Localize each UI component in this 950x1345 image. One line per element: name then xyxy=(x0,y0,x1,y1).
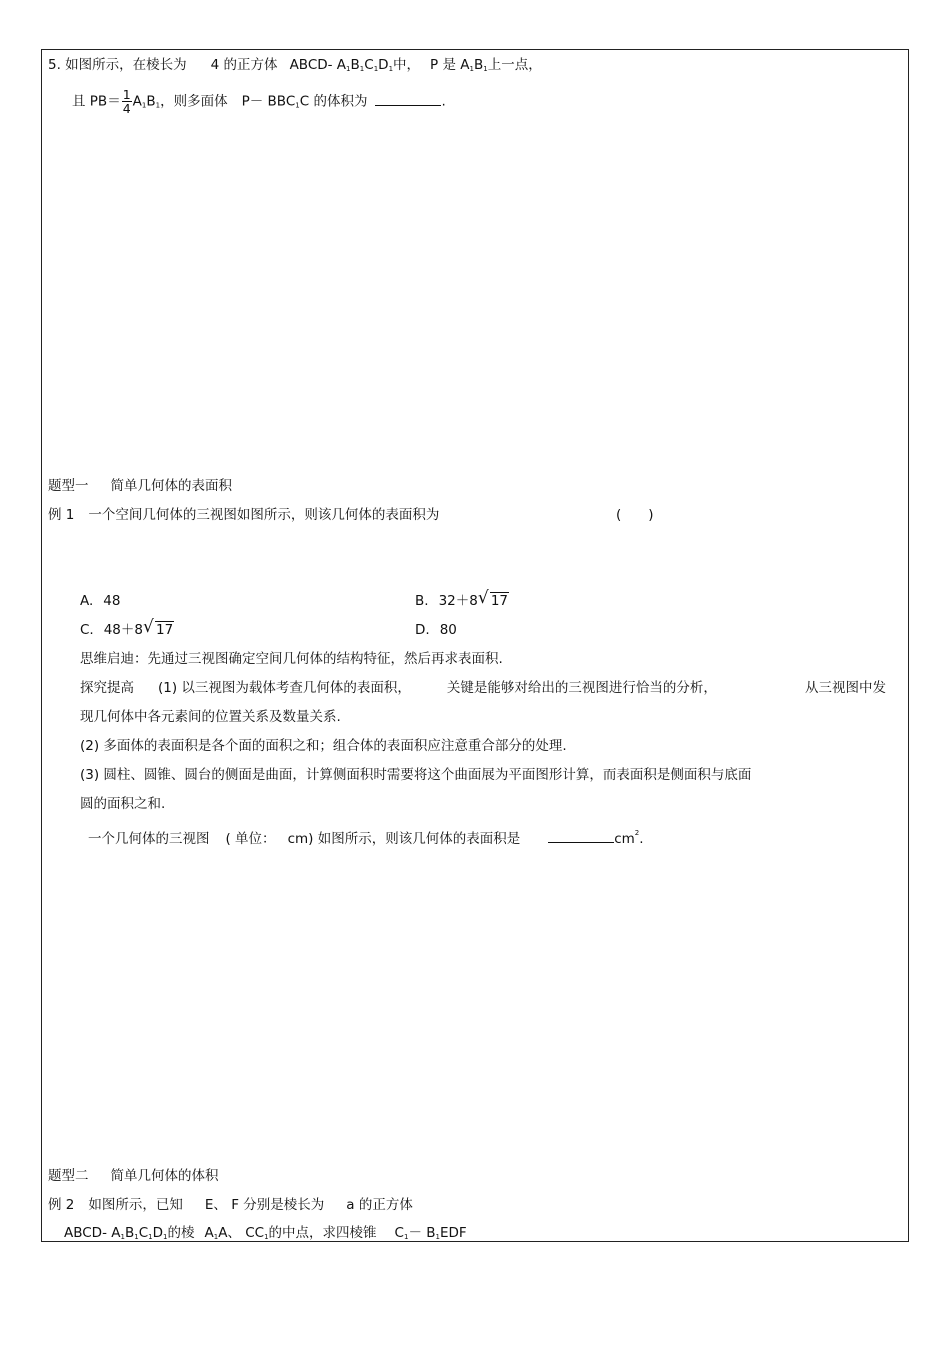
q5-text: B xyxy=(146,93,156,110)
example-text: － B xyxy=(408,1225,436,1241)
example-text: 的棱 xyxy=(167,1225,195,1241)
subscript: 1 xyxy=(120,1233,125,1241)
q5-line1 xyxy=(48,56,542,78)
section-title: 简单几何体的体积 xyxy=(110,1168,219,1184)
explore-text: 关键是能够对给出的三视图进行恰当的分析， xyxy=(446,680,717,696)
option-d xyxy=(415,621,457,639)
fraction xyxy=(122,88,132,115)
q5-text: 且 PB＝ xyxy=(72,93,121,110)
option-label: B. xyxy=(415,593,429,609)
hint: 思维启迪：先通过三视图确定空间几何体的结构特征，然后再求表面积. xyxy=(80,651,503,667)
fraction-denominator: 4 xyxy=(122,101,131,116)
practice-text: cm) 如图所示，则该几何体的表面积是 xyxy=(287,831,521,847)
example-text: 的中点，求四棱锥 xyxy=(268,1225,377,1241)
example-text: D xyxy=(152,1225,163,1241)
radical-sign: √ xyxy=(143,617,154,637)
option-label: C. xyxy=(80,622,94,638)
example-text: E、 F 分别是棱长为 xyxy=(204,1197,325,1213)
explore-continued: 现几何体中各元素间的位置关系及数量关系. xyxy=(80,709,341,725)
subscript: 1 xyxy=(264,1233,269,1241)
option-value: 32＋8 xyxy=(438,593,478,609)
q5-text: 上一点， xyxy=(487,57,542,73)
option-b xyxy=(415,588,509,610)
option-value: 48＋8 xyxy=(103,622,143,638)
subscript: 1 xyxy=(213,1233,219,1241)
sqrt xyxy=(477,588,509,610)
fraction-numerator: 1 xyxy=(122,87,131,102)
q5-text: B xyxy=(350,57,360,73)
example2-line2 xyxy=(64,1224,467,1246)
point-3-continued: 圆的面积之和. xyxy=(80,796,166,812)
option-a xyxy=(80,592,120,610)
superscript: 2 xyxy=(634,829,640,837)
example-text: 一个空间几何体的三视图如图所示，则该几何体的表面积为 xyxy=(88,507,440,523)
section-label: 题型一 xyxy=(48,478,89,494)
section-label: 题型二 xyxy=(48,1168,89,1184)
explore-text: 从三视图中发 xyxy=(805,680,886,696)
q5-line2 xyxy=(72,88,446,119)
answer-blank xyxy=(548,830,614,843)
explore-label: 探究提高 xyxy=(80,680,134,696)
q5-text: . xyxy=(441,93,446,110)
example-text: A xyxy=(204,1225,214,1241)
option-c xyxy=(80,617,174,639)
example-text: ABCD- A xyxy=(64,1225,121,1241)
subscript: 1 xyxy=(141,101,147,110)
type2-heading xyxy=(48,1167,219,1185)
explore-line xyxy=(80,679,717,697)
option-label: D. xyxy=(415,622,430,638)
subscript: 1 xyxy=(388,65,394,73)
q5-text: 5. 如图所示，在棱长为 xyxy=(48,57,187,73)
example-text: C xyxy=(138,1225,149,1241)
practice-text: . xyxy=(639,831,644,847)
subscript: 1 xyxy=(403,1233,409,1241)
subscript: 1 xyxy=(359,65,365,73)
sqrt xyxy=(143,617,174,639)
q5-text: B xyxy=(473,57,484,73)
example-text: B xyxy=(124,1225,135,1241)
page-frame xyxy=(41,49,909,1242)
example-text: 如图所示，已知 xyxy=(88,1197,183,1213)
option-value: 48 xyxy=(103,593,121,609)
q5-text: C 的体积为 xyxy=(299,93,368,110)
subscript: 1 xyxy=(373,65,379,73)
q5-text: C xyxy=(364,57,374,73)
practice-text: ( 单位： xyxy=(225,831,276,847)
option-value: 80 xyxy=(439,622,457,638)
q5-text: A xyxy=(132,93,142,110)
example-text: C xyxy=(394,1225,404,1241)
q5-text: 中， xyxy=(393,57,421,73)
example2 xyxy=(48,1196,413,1214)
point-2: (2) 多面体的表面积是各个面的面积之和；组合体的表面积应注意重合部分的处理. xyxy=(80,738,567,754)
q5-text: P－ BBC xyxy=(241,93,296,110)
example-label: 例 1 xyxy=(48,507,75,523)
q5-text: D xyxy=(378,57,389,73)
subscript: 1 xyxy=(163,1233,168,1241)
answer-blank xyxy=(375,93,441,106)
q5-text: ABCD- A xyxy=(289,57,347,73)
q5-text: P 是 A xyxy=(430,57,470,73)
point-3: (3) 圆柱、圆锥、圆台的侧面是曲面，计算侧面积时需要将这个曲面展为平面图形计算，而表面积是侧面积与底面 xyxy=(80,767,752,783)
subscript: 1 xyxy=(148,1233,153,1241)
radicand: 17 xyxy=(490,593,509,609)
example-text: A、 CC xyxy=(218,1225,265,1241)
practice-text: 一个几何体的三视图 xyxy=(88,831,210,847)
subscript: 1 xyxy=(155,101,161,110)
subscript: 1 xyxy=(134,1233,139,1241)
q5-text: 4 的正方体 xyxy=(210,57,278,73)
subscript: 1 xyxy=(469,65,474,73)
subscript: 1 xyxy=(346,65,351,73)
subscript: 1 xyxy=(435,1233,440,1241)
section-title: 简单几何体的表面积 xyxy=(110,478,232,494)
practice-question xyxy=(88,824,644,848)
option-label: A. xyxy=(80,593,94,609)
answer-paren: ( ) xyxy=(616,507,654,523)
example-text: EDF xyxy=(439,1225,467,1241)
subscript: 1 xyxy=(295,101,300,110)
example-text: a 的正方体 xyxy=(346,1197,413,1213)
explore-text: (1) 以三视图为载体考查几何体的表面积， xyxy=(158,680,411,696)
unit: cm xyxy=(614,831,635,847)
example-label: 例 2 xyxy=(48,1197,75,1213)
subscript: 1 xyxy=(483,65,488,73)
radical-sign: √ xyxy=(477,588,489,608)
q5-text: ，则多面体 xyxy=(160,93,228,110)
radicand: 17 xyxy=(156,622,174,638)
type1-heading xyxy=(48,477,232,495)
example1 xyxy=(48,506,439,524)
